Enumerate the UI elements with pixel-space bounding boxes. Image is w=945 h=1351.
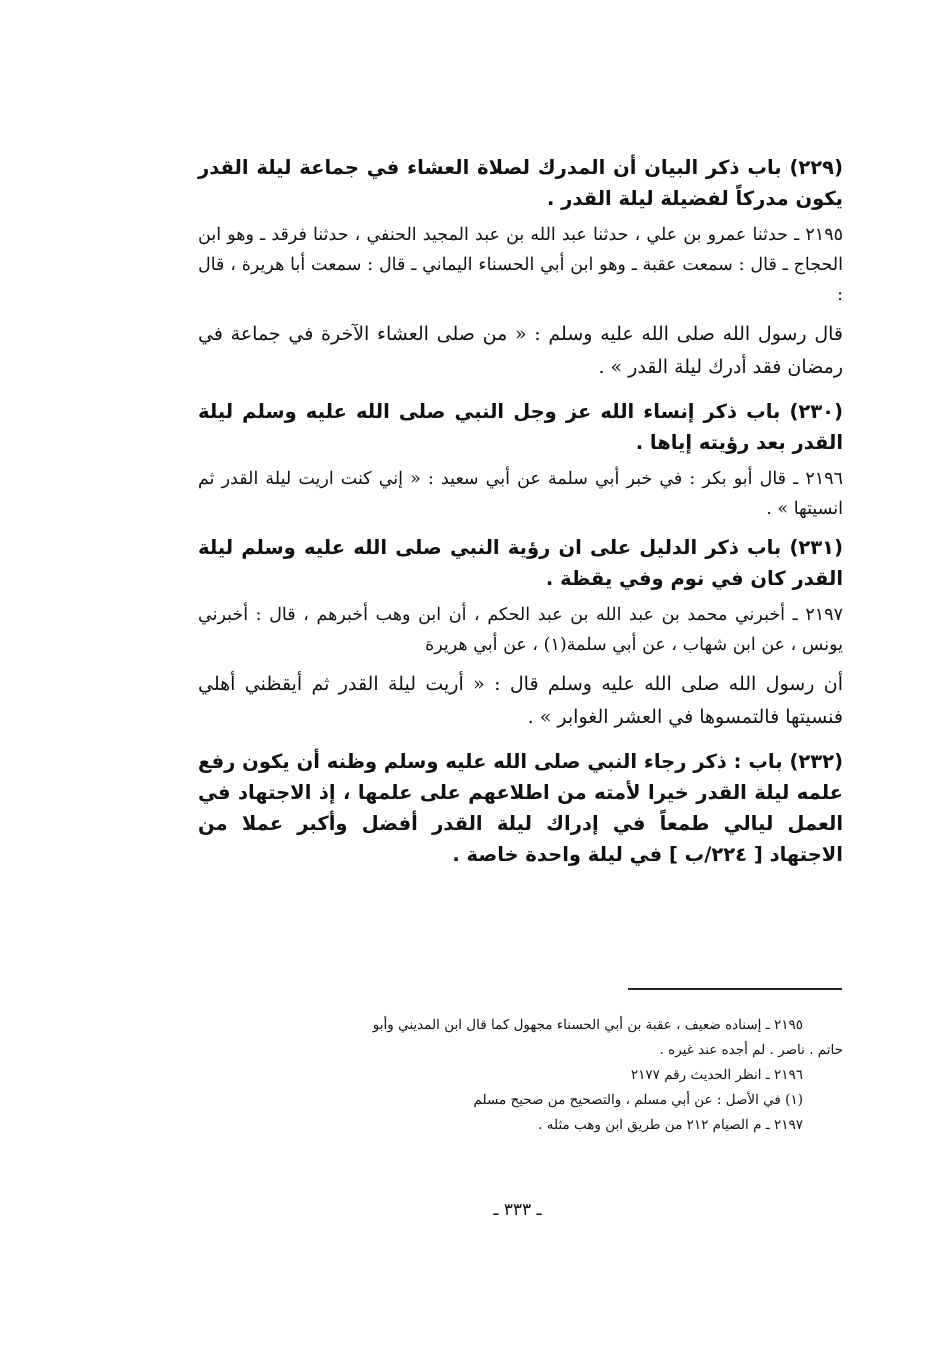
hadith-2196-text: ٢١٩٦ ـ قال أبو بكر : في خبر أبي سلمة عن أبي سعيد : « إني كنت اريت ليلة القدر ثم انسيتها » . — [198, 469, 843, 519]
page-number: ـ ٣٣٣ ـ — [493, 1200, 542, 1220]
chapter-heading-232: (٢٣٢) باب : ذكر رجاء النبي صلى الله عليه وسلم وظنه أن يكون رفع علمه ليلة القدر خيرا لأمته من اطلاعهم على علمها ، إذ الاجتهاد في العمل ليالي طمعاً في إدراك ليلة القدر أفضل وأكبر عملا من الاجتهاد [ ٢٢٤/ب ] في ليلة واحدة خاصة . — [198, 750, 843, 866]
footnote-2195-continued: حاتم . ناصر . لم أجده عند غيره . — [659, 1042, 843, 1058]
hadith-2195-isnad: ٢١٩٥ ـ حدثنا عمرو بن علي ، حدثنا عبد الله بن عبد المجيد الحنفي ، حدثنا فرقد ـ وهو ابن الحجاج ـ قال : سمعت عقبة ـ وهو ابن أبي الحسناء اليماني ـ قال : سمعت أبا هريرة ، قال : — [198, 225, 843, 305]
footnote-1: (١) في الأصل : عن أبي مسلم ، والتصحيح من صحيح مسلم — [473, 1092, 803, 1108]
footnote-2197: ٢١٩٧ ـ م الصيام ٢١٢ من طريق ابن وهب مثله . — [538, 1117, 803, 1133]
chapter-heading-231: (٢٣١) باب ذكر الدليل على ان رؤية النبي صلى الله عليه وسلم ليلة القدر كان في نوم وفي يقظة . — [198, 536, 843, 590]
chapter-heading-230: (٢٣٠) باب ذكر إنساء الله عز وجل النبي صلى الله عليه وسلم ليلة القدر بعد رؤيته إياها . — [198, 400, 843, 454]
main-text — [198, 152, 843, 876]
hadith-2197-isnad: ٢١٩٧ ـ أخبرني محمد بن عبد الله بن عبد الحكم ، أن ابن وهب أخبرهم ، قال : أخبرني يونس ، عن ابن شهاب ، عن أبي سلمة(١) ، عن أبي هريرة — [198, 605, 843, 655]
chapter-heading-229: (٢٢٩) باب ذكر البيان أن المدرك لصلاة العشاء في جماعة ليلة القدر يكون مدركاً لفضيلة ليلة القدر . — [198, 156, 843, 210]
footnote-separator — [628, 988, 842, 990]
footnote-2195: ٢١٩٥ ـ إسناده ضعيف ، عقبة بن أبي الحسناء مجهول كما قال ابن المديني وأبو — [372, 1017, 803, 1033]
hadith-2195-matn: قال رسول الله صلى الله عليه وسلم : « من صلى العشاء الآخرة في جماعة في رمضان فقد أدرك ليلة القدر » . — [198, 323, 843, 378]
footnote-2196: ٢١٩٦ ـ انظر الحديث رقم ٢١٧٧ — [630, 1067, 803, 1083]
footnotes — [198, 1013, 843, 1138]
hadith-2197-matn: أن رسول الله صلى الله عليه وسلم قال : « أريت ليلة القدر ثم أيقظني أهلي فنسيتها فالتمسوها في العشر الغوابر » . — [198, 673, 843, 728]
